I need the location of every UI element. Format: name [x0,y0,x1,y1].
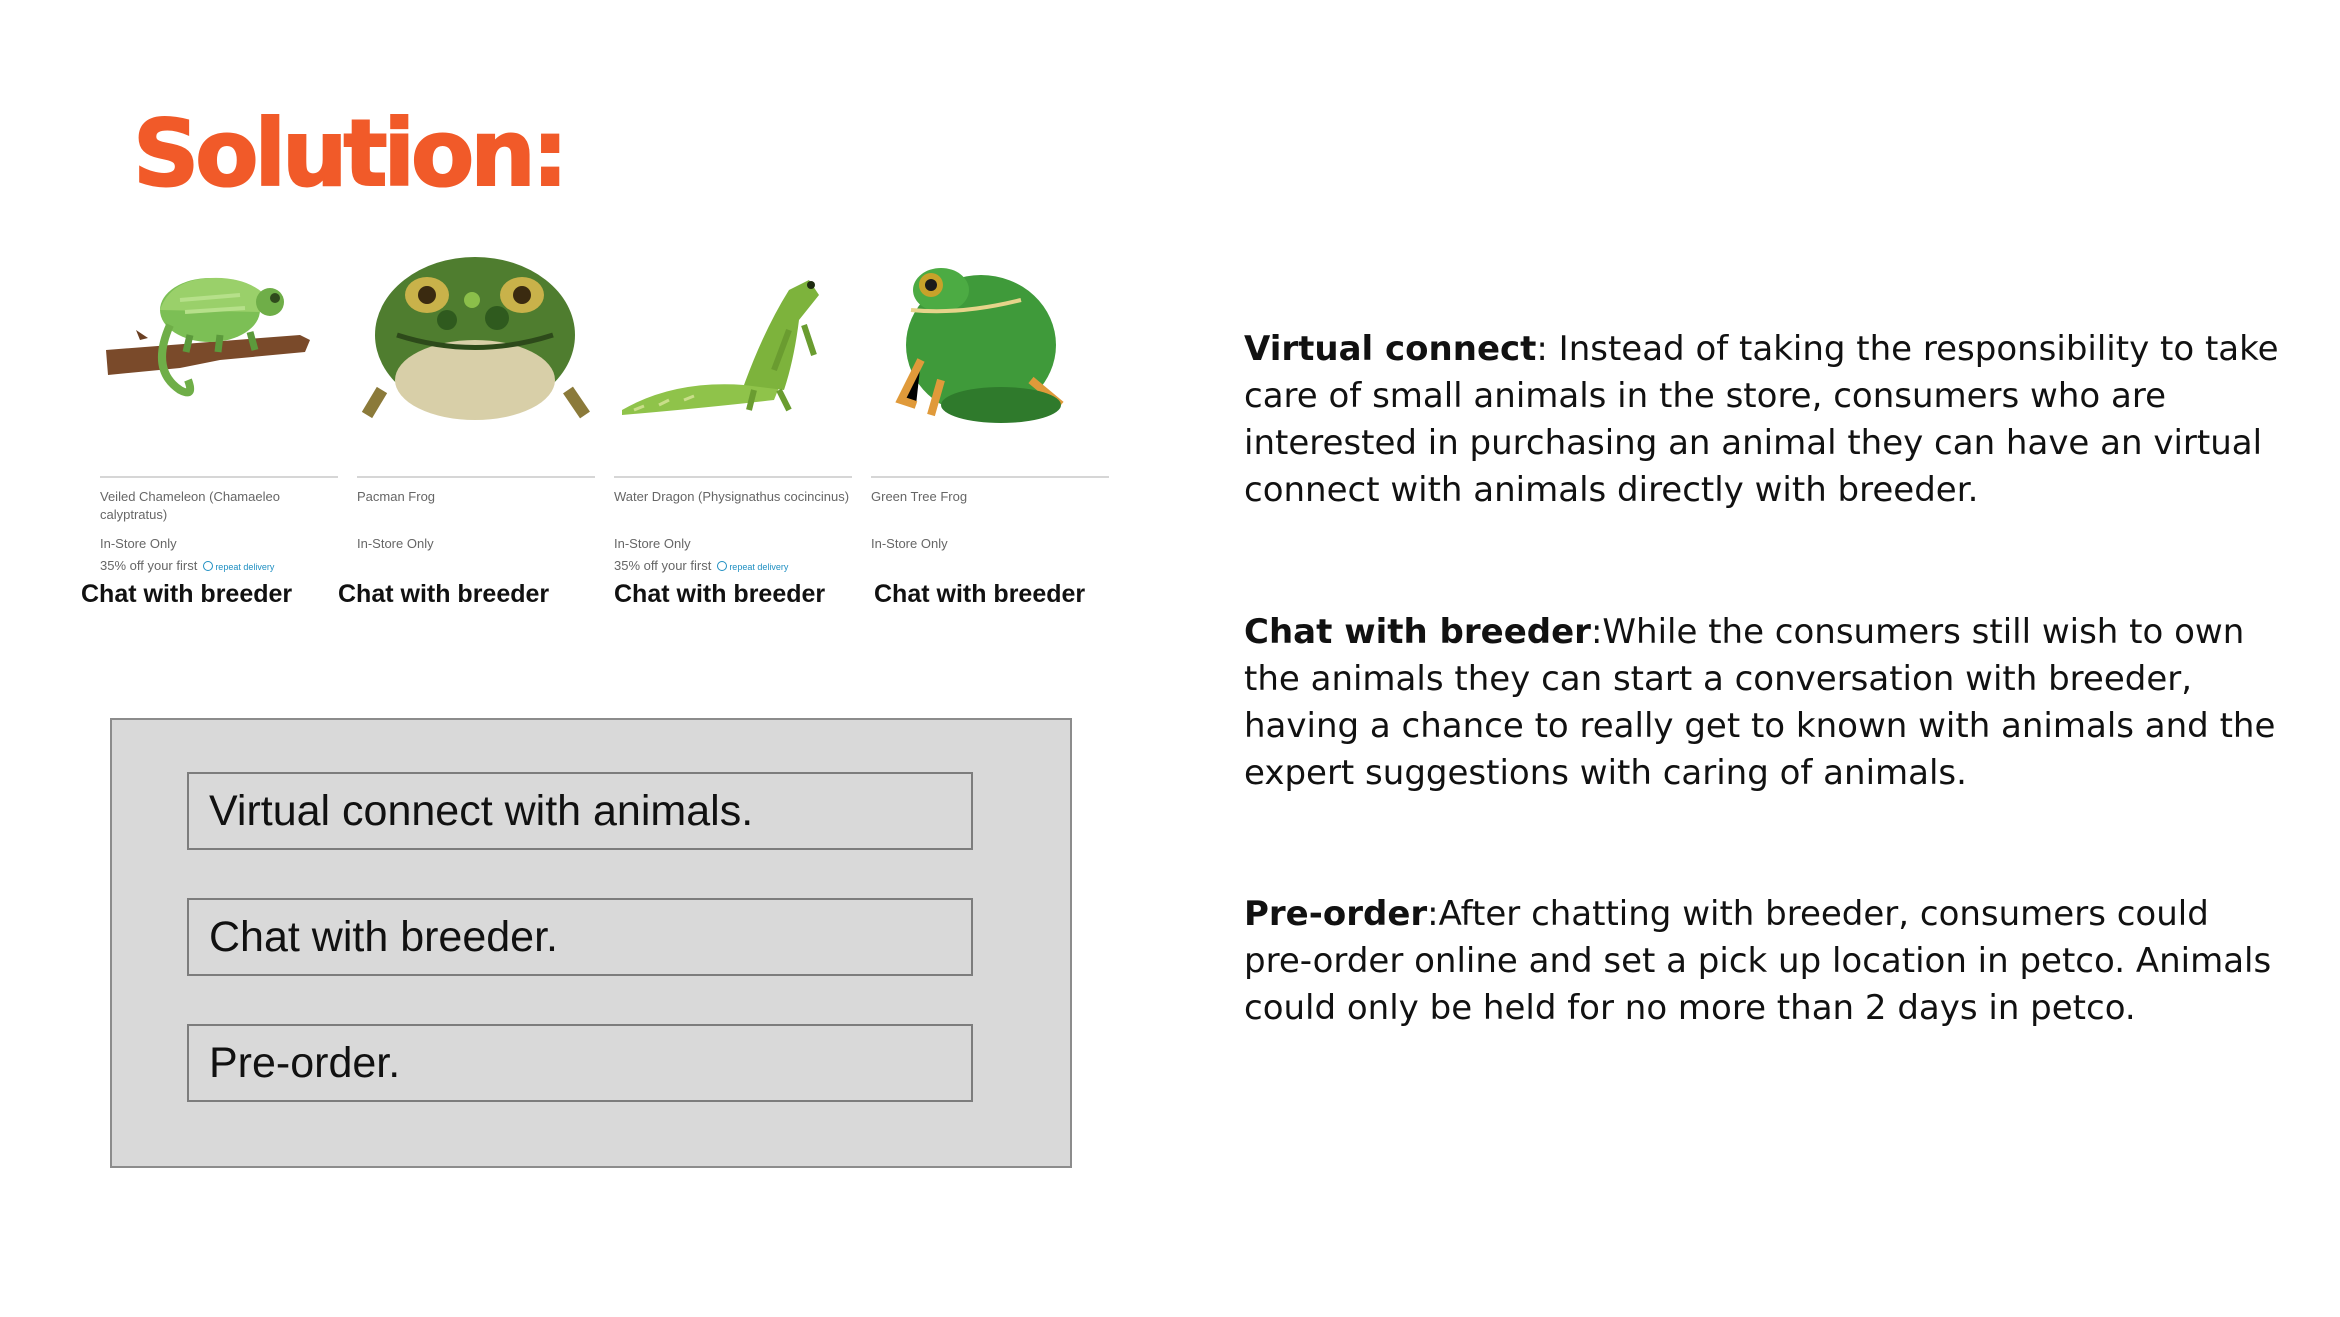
promo-text [614,558,788,573]
product-name[interactable]: Veiled Chameleon (Chamaeleo calyptratus) [100,489,280,522]
description-term: Pre-order [1244,894,1428,934]
feature-virtual-connect[interactable]: Virtual connect with animals. [187,772,973,850]
stock-status: In-Store Only [357,536,434,551]
stock-status: In-Store Only [614,536,691,551]
description-term: Chat with breeder [1244,612,1591,652]
description-text: : Instead of taking the responsibility to take care of small animals in the store, consumers who are interested in purchasing an animal they can have an virtual connect with animals directly with breeder. [1244,329,2279,510]
card-divider [614,476,852,478]
water-dragon-image [614,240,852,440]
feature-pre-order[interactable]: Pre-order. [187,1024,973,1102]
green-tree-frog-image [871,240,1109,440]
promo-text [100,558,274,573]
promo-label: 35% off your first [614,558,712,573]
product-name[interactable]: Water Dragon (Physignathus cocincinus) [614,489,850,504]
repeat-delivery-badge: repeat delivery [203,562,274,572]
description-text: :While the consumers still wish to own the animals they can start a conversation with breeder, having a chance to really get to known with animals and the expert suggestions with caring of animals. [1244,612,2276,793]
features-panel [110,718,1072,1168]
chat-with-breeder-link[interactable]: Chat with breeder [614,580,826,608]
chameleon-image [100,240,338,440]
card-divider [871,476,1109,478]
product-name[interactable]: Pacman Frog [357,489,436,504]
description-pre-order [1244,891,2284,1032]
feature-chat-with-breeder[interactable]: Chat with breeder. [187,898,973,976]
chat-with-breeder-link[interactable]: Chat with breeder [338,580,550,608]
repeat-delivery-badge: repeat delivery [717,562,788,572]
slide-title: Solution: [133,100,565,207]
stock-status: In-Store Only [100,536,177,551]
promo-label: 35% off your first [100,558,198,573]
product-name[interactable]: Green Tree Frog [871,489,968,504]
chat-with-breeder-link[interactable]: Chat with breeder [874,580,1086,608]
card-divider [100,476,338,478]
description-chat-with-breeder [1244,609,2284,797]
description-text: :After chatting with breeder, consumers could pre-order online and set a pick up location in petco. Animals could only be held for no more than 2 days in petco. [1244,894,2272,1028]
card-divider [357,476,595,478]
chat-with-breeder-link[interactable]: Chat with breeder [81,580,293,608]
description-virtual-connect [1244,326,2284,514]
description-term: Virtual connect [1244,329,1537,369]
pacman-frog-image [357,240,595,440]
stock-status: In-Store Only [871,536,948,551]
